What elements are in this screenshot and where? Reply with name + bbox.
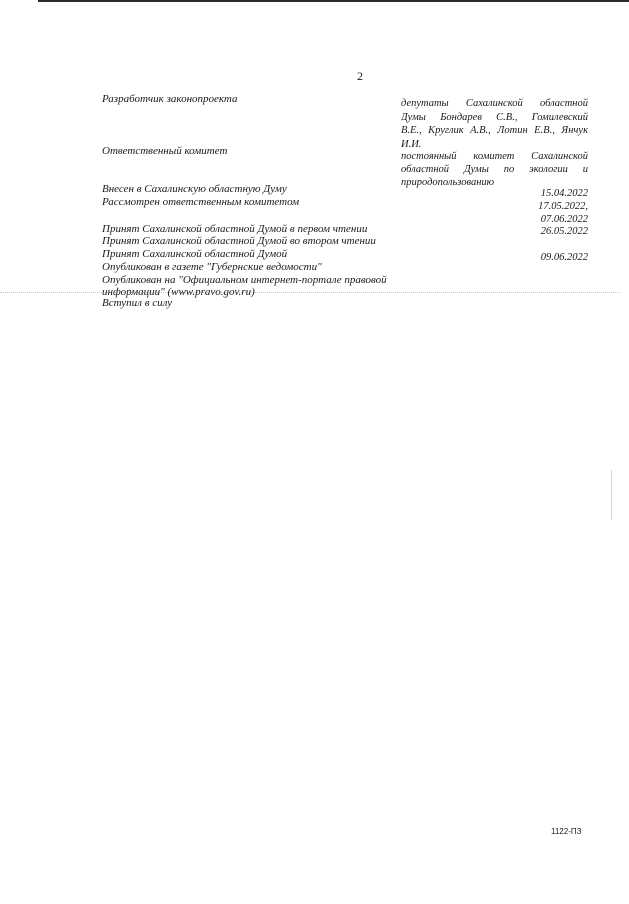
first-reading-label: Принят Сахалинской областной Думой в первом чтении: [102, 223, 368, 235]
first-reading-date: 26.05.2022: [540, 226, 588, 237]
page-number: 2: [357, 69, 363, 83]
committee-line: областной Думы по экологии и: [401, 164, 588, 175]
developer-line: В.Е., Круглик А.В., Лотин Е.В., Янчук: [401, 125, 588, 136]
published-portal-line: информации" (www.pravo.gov.ru): [102, 286, 255, 298]
adopted-label: Принят Сахалинской областной Думой: [102, 248, 288, 260]
published-portal-line: Опубликован на "Официальном интернет-портале правовой: [102, 274, 387, 286]
considered-label: Рассмотрен ответственным комитетом: [102, 196, 300, 208]
developer-line: Думы Бондарев С.В., Гомилевский: [401, 112, 588, 123]
scan-top-edge: [38, 0, 629, 2]
considered-date: 07.06.2022: [540, 214, 588, 225]
committee-line: постоянный комитет Сахалинской: [401, 151, 588, 162]
committee-line: природопользованию: [401, 177, 495, 188]
developer-label: Разработчик законопроекта: [102, 93, 238, 105]
in-force-label: Вступил в силу: [102, 297, 173, 309]
document-code: 1122-ПЗ: [551, 827, 582, 836]
developer-line: И.И.: [401, 139, 422, 150]
committee-label: Ответственный комитет: [102, 145, 228, 157]
scan-noise-mark: [611, 470, 612, 520]
developer-line: депутаты Сахалинской областной: [401, 98, 588, 109]
second-reading-label: Принят Сахалинской областной Думой во втором чтении: [102, 235, 376, 247]
adopted-date: 09.06.2022: [540, 252, 588, 263]
submitted-label: Внесен в Сахалинскую областную Думу: [102, 183, 287, 195]
published-newspaper-label: Опубликован в газете "Губернские ведомости": [102, 261, 322, 273]
submitted-date: 15.04.2022: [540, 188, 588, 199]
scan-noise-line: [0, 292, 620, 293]
considered-date: 17.05.2022,: [538, 201, 588, 212]
